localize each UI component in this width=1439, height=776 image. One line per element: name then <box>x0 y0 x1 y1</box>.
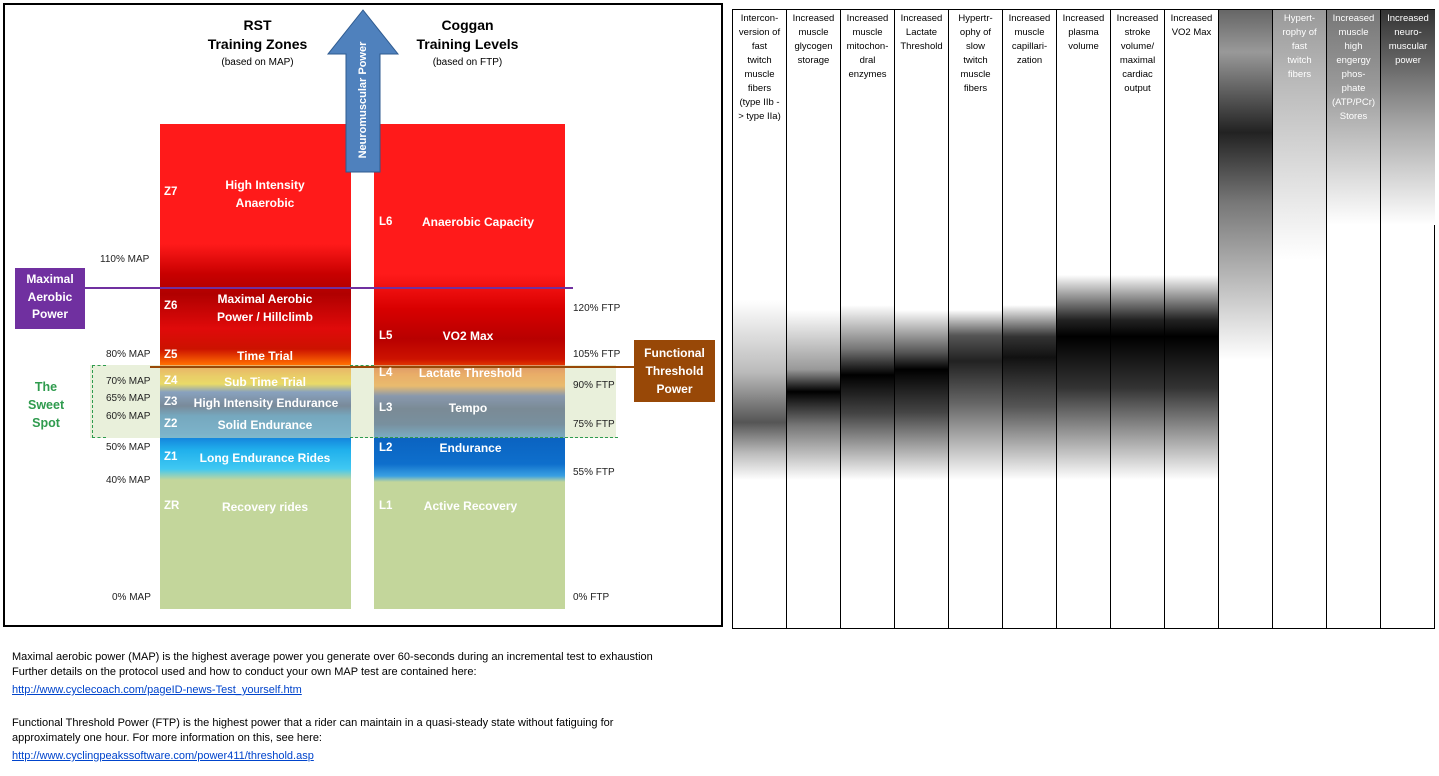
rst-zone-label: High Intensity Endurance <box>193 396 339 410</box>
rst-zone-code: Z2 <box>164 418 178 430</box>
map-percent-label: 110% MAP <box>100 254 150 265</box>
map-percent-label: 40% MAP <box>106 475 151 486</box>
rst-zone-label: High Intensity Anaerobic <box>225 178 305 210</box>
coggan-level-code: L1 <box>379 500 393 512</box>
adaptation-intensity <box>733 300 786 480</box>
rst-zone-label: Long Endurance Rides <box>199 451 331 465</box>
sweet-spot-label: The Sweet Spot <box>28 380 65 430</box>
adaptation-header: Intercon- version of fast twitch muscle fibers (type IIb - > type IIa) <box>738 13 781 122</box>
sweet-spot-line-bottom <box>350 437 618 438</box>
rst-zone-code: Z3 <box>164 396 178 408</box>
adaptation-column <box>1165 10 1219 628</box>
adaptation-column <box>841 10 895 628</box>
adaptation-column <box>895 10 949 628</box>
coggan-level-code: L3 <box>379 402 393 414</box>
adaptation-intensity <box>895 310 948 480</box>
ftp-line <box>150 366 636 368</box>
rst-zone-code: Z4 <box>164 375 178 387</box>
ftp-percent-label: 75% FTP <box>573 419 615 430</box>
adaptation-intensity <box>1057 275 1110 480</box>
rst-title: RST Training Zones <box>207 17 308 52</box>
map-protocol-note: Further details on the protocol used and how to conduct your own MAP test are contained here: <box>12 666 477 678</box>
adaptation-intensity <box>1219 10 1272 360</box>
coggan-level-code: L2 <box>379 442 393 454</box>
coggan-level-label: Tempo <box>448 401 488 415</box>
coggan-level-code: L6 <box>379 216 393 228</box>
map-test-link[interactable]: http://www.cyclecoach.com/pageID-news-Test_yourself.htm <box>12 684 302 696</box>
rst-zone-code: Z7 <box>164 186 178 198</box>
adaptation-header: Increased plasma volume <box>1062 13 1105 52</box>
notes-section <box>12 650 1012 764</box>
rst-zone-code: Z5 <box>164 349 178 361</box>
adaptation-intensity <box>1111 275 1164 480</box>
adaptation-header: Increased muscle glycogen storage <box>792 13 835 66</box>
map-line <box>85 287 573 289</box>
rst-zone-code: Z1 <box>164 451 178 463</box>
adaptation-column <box>1273 10 1327 628</box>
coggan-level-code: L5 <box>379 330 393 342</box>
map-percent-label: 0% MAP <box>112 592 151 603</box>
adaptation-intensity <box>787 310 840 480</box>
map-percent-label: 50% MAP <box>106 442 151 453</box>
adaptation-column <box>1111 10 1165 628</box>
neuromuscular-power-text: Neuromuscular Power <box>357 41 369 159</box>
adaptation-intensity <box>841 305 894 480</box>
sweet-spot-bracket <box>92 365 106 438</box>
ftp-percent-label: 105% FTP <box>573 349 621 360</box>
rst-zone-label: Sub Time Trial <box>224 375 306 389</box>
adaptation-header: Increased stroke volume/ maximal cardiac output <box>1116 13 1159 94</box>
ftp-percent-label: 90% FTP <box>573 380 615 391</box>
adaptation-header: Hypert- rophy of fast twitch fibers <box>1282 13 1317 80</box>
map-definition: Maximal aerobic power (MAP) is the highest average power you generate over 60-seconds during an incremental test to exhaustion <box>12 651 653 663</box>
map-percent-label: 80% MAP <box>106 349 151 360</box>
coggan-level-label: Active Recovery <box>423 499 518 513</box>
rst-zone-label: Solid Endurance <box>217 418 313 432</box>
adaptation-column <box>1057 10 1111 628</box>
adaptation-intensity <box>949 310 1002 480</box>
rst-zone-code: Z6 <box>164 300 178 312</box>
ftp-callout-text: Functional Threshold Power <box>644 346 705 396</box>
ftp-definition: Functional Threshold Power (FTP) is the highest power that a rider can maintain in a quasi-steady state without fatiguing for <box>12 717 614 729</box>
adaptation-header: Increased Lactate Threshold <box>900 13 943 52</box>
adaptation-header: Increased neuro- muscular power <box>1387 13 1429 66</box>
adaptation-column <box>733 10 787 628</box>
map-percent-label: 70% MAP <box>106 376 151 387</box>
adaptation-column <box>949 10 1003 628</box>
ftp-percent-label: 120% FTP <box>573 303 621 314</box>
ftp-definition-cont: approximately one hour. For more information on this, see here: <box>12 732 322 744</box>
ftp-percent-label: 55% FTP <box>573 467 615 478</box>
coggan-level-label: VO2 Max <box>442 329 494 343</box>
coggan-level-code: L4 <box>379 367 393 379</box>
map-callout-text: Maximal Aerobic Power <box>26 272 74 321</box>
map-percent-label: 65% MAP <box>106 393 151 404</box>
coggan-level-label: Endurance <box>439 441 502 455</box>
coggan-title: Coggan Training Levels <box>416 17 519 52</box>
adaptation-header: Hypertr- ophy of slow twitch muscle fibers <box>958 13 993 94</box>
map-percent-label: 60% MAP <box>106 411 151 422</box>
rst-zone-label: Time Trial <box>237 349 293 363</box>
coggan-subtitle: (based on FTP) <box>432 57 503 68</box>
adaptation-header: Increased VO2 Max <box>1170 13 1213 38</box>
adaptation-column <box>1003 10 1057 628</box>
coggan-level-label: Anaerobic Capacity <box>421 215 535 229</box>
adaptation-header: Increased muscle high engergy phos- phate (ATP/PCr) Stores <box>1331 13 1376 122</box>
adaptation-intensity <box>1165 275 1218 480</box>
rst-subtitle: (based on MAP) <box>221 57 294 68</box>
coggan-level-label: Lactate Threshold <box>418 366 523 380</box>
rst-zone-label: Recovery rides <box>221 500 309 514</box>
adaptation-column <box>1381 10 1435 628</box>
adaptation-column <box>787 10 841 628</box>
rst-zone-label: Maximal Aerobic Power / Hillclimb <box>216 292 314 324</box>
adaptation-column <box>1219 10 1273 628</box>
adaptation-column <box>1327 10 1381 628</box>
ftp-info-link[interactable]: http://www.cyclingpeakssoftware.com/power411/threshold.asp <box>12 750 314 762</box>
rst-zone-code: ZR <box>164 500 180 512</box>
adaptation-header: Increased muscle mitochon- dral enzymes <box>846 13 889 80</box>
adaptation-intensity <box>1003 305 1056 480</box>
ftp-percent-label: 0% FTP <box>573 592 610 603</box>
adaptations-panel <box>732 9 1435 629</box>
adaptation-header: Increased muscle capillari- zation <box>1008 13 1051 66</box>
